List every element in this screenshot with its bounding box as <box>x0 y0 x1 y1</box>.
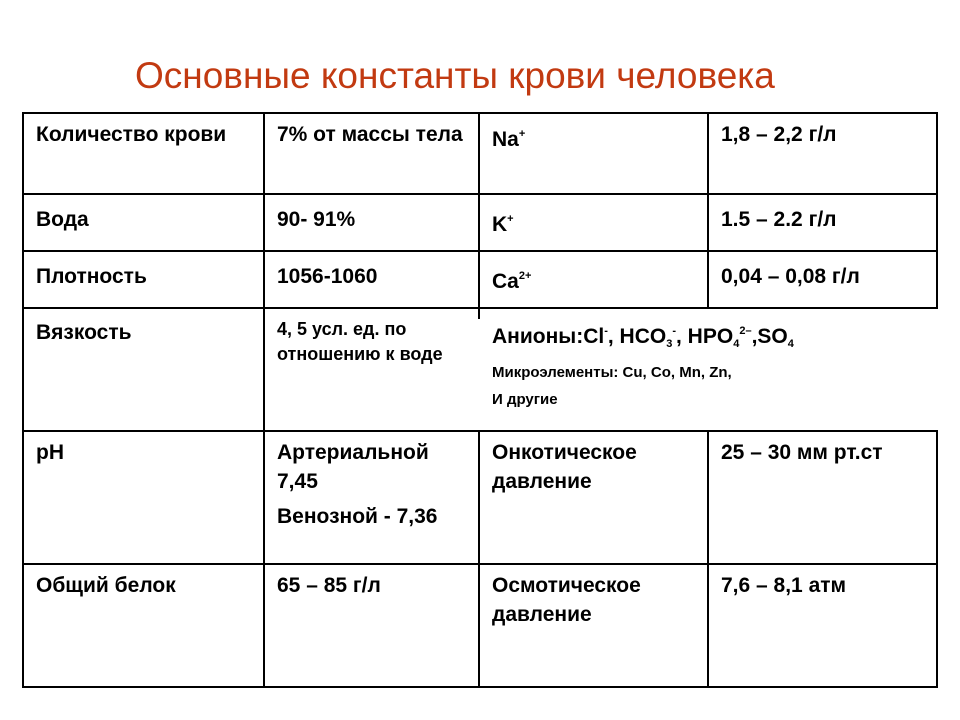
cell-text: 25 – 30 мм рт.ст <box>721 441 883 464</box>
blood-constants-table <box>22 112 938 688</box>
superscript: - <box>672 325 677 337</box>
superscript: 2– <box>739 325 752 337</box>
cell-blood-volume-value <box>265 114 478 193</box>
cell-text: Na <box>492 128 519 151</box>
superscript: + <box>507 213 514 225</box>
cell-text: Осмотическое давление <box>492 574 641 626</box>
cell-text: Общий белок <box>36 574 176 597</box>
table-border-right <box>936 112 938 309</box>
cell-text: 90- 91% <box>277 208 356 231</box>
arterial-ph: Артериальной 7,45 <box>277 441 429 493</box>
cell-k-label <box>480 195 707 250</box>
cell-density-value <box>265 252 478 307</box>
subscript: 4 <box>733 338 740 350</box>
page-title: Основные константы крови человека <box>135 55 775 96</box>
cell-text: 0,04 – 0,08 г/л <box>721 265 860 288</box>
cell-text: Онкотическое давление <box>492 441 637 493</box>
table-border-right <box>936 430 938 688</box>
cell-text: Плотность <box>36 265 147 288</box>
superscript: 2+ <box>518 270 532 282</box>
cell-water-label <box>24 195 263 250</box>
cell-text: 4, 5 усл. ед. по отношению к воде <box>277 319 443 364</box>
cell-blood-volume-label <box>24 114 263 193</box>
cell-viscosity-value <box>265 309 478 430</box>
cell-text: 1056-1060 <box>277 265 378 288</box>
cell-oncotic-label <box>480 432 707 563</box>
anions-line <box>492 317 938 359</box>
cell-anions <box>480 309 950 430</box>
cell-text: Вода <box>36 208 89 231</box>
cell-ca-label <box>480 252 707 307</box>
superscript: - <box>604 325 608 337</box>
cell-text: Количество крови <box>36 123 227 146</box>
cell-text: 1,8 – 2,2 г/л <box>721 123 837 146</box>
microelements-text: Микроэлементы: Cu, Co, Mn, Zn, <box>492 364 732 381</box>
cell-text: Вязкость <box>36 321 132 344</box>
cell-osmotic-value <box>709 565 936 686</box>
cell-ph-label <box>24 432 263 563</box>
cell-text: 65 – 85 г/л <box>277 574 381 597</box>
cell-ph-value <box>265 432 478 563</box>
anions-label: Анионы:Cl <box>492 325 605 348</box>
cell-protein-label <box>24 565 263 686</box>
cell-text: 7,6 – 8,1 атм <box>721 574 847 597</box>
others-text: И другие <box>492 391 558 408</box>
cell-protein-value <box>265 565 478 686</box>
cell-k-value <box>709 195 936 250</box>
subscript: 3 <box>666 338 673 350</box>
cell-text: 1.5 – 2.2 г/л <box>721 208 837 231</box>
cell-osmotic-label <box>480 565 707 686</box>
cell-density-label <box>24 252 263 307</box>
anion-so: ,SO <box>751 325 788 348</box>
cell-text: K <box>492 213 508 236</box>
anion-hpo: , HPO <box>676 325 734 348</box>
cell-text: 7% от массы тела <box>277 123 463 146</box>
cell-na-value <box>709 114 936 193</box>
cell-water-value <box>265 195 478 250</box>
cell-ca-value <box>709 252 936 307</box>
cell-text: Ca <box>492 270 519 293</box>
cell-viscosity-label <box>24 309 263 430</box>
venous-ph: Венозной - 7,36 <box>277 505 438 528</box>
anion-hco: , HCO <box>607 325 667 348</box>
cell-oncotic-value <box>709 432 936 563</box>
table-border-bottom <box>22 686 938 688</box>
cell-na-label <box>480 114 707 193</box>
cell-text: pH <box>36 441 64 464</box>
subscript: 4 <box>787 338 794 350</box>
superscript: + <box>518 128 526 140</box>
